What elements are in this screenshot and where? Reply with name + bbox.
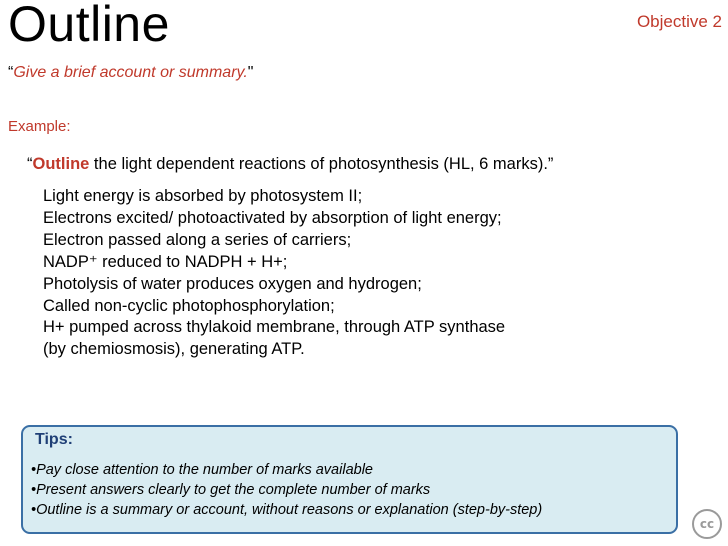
answer-list <box>43 186 505 361</box>
tip-item: •Present answers clearly to get the complete number of marks <box>31 482 431 498</box>
answer-line: Electrons excited/ photoactivated by absorption of light energy; <box>43 208 502 227</box>
tips-list <box>31 460 542 520</box>
tips-box <box>21 425 678 534</box>
definition-text <box>8 64 253 82</box>
objective-label: Objective 2 <box>636 12 722 31</box>
tip-item: •Outline is a summary or account, without reasons or explanation (step-by-step) <box>31 502 543 518</box>
question-text: the light dependent reactions of photosynthesis (HL, 6 marks).” <box>89 155 554 173</box>
question-open-quote: “ <box>27 155 33 173</box>
answer-line: Electron passed along a series of carriers; <box>43 230 352 249</box>
definition-close-quote: " <box>247 64 254 81</box>
example-label: Example: <box>8 118 71 135</box>
answer-line: Light energy is absorbed by photosystem II; <box>43 187 363 205</box>
answer-line: Called non-cyclic photophosphorylation; <box>43 296 335 315</box>
tip-item: •Pay close attention to the number of marks available <box>31 462 373 478</box>
creative-commons-icon[interactable]: cc <box>692 509 722 539</box>
answer-line: H+ pumped across thylakoid membrane, through ATP synthase <box>43 318 506 337</box>
tips-heading: Tips: <box>35 431 73 448</box>
answer-line: NADP⁺ reduced to NADPH + H+; <box>43 252 288 271</box>
definition-body: Give a brief account or summary. <box>13 64 248 81</box>
question-keyword: Outline <box>32 155 90 173</box>
example-question <box>27 155 553 174</box>
slide-title: Outline <box>8 0 170 52</box>
answer-line: (by chemiosmosis), generating ATP. <box>43 340 305 359</box>
definition-open-quote: “ <box>8 64 14 81</box>
answer-line: Photolysis of water produces oxygen and hydrogen; <box>43 274 422 293</box>
